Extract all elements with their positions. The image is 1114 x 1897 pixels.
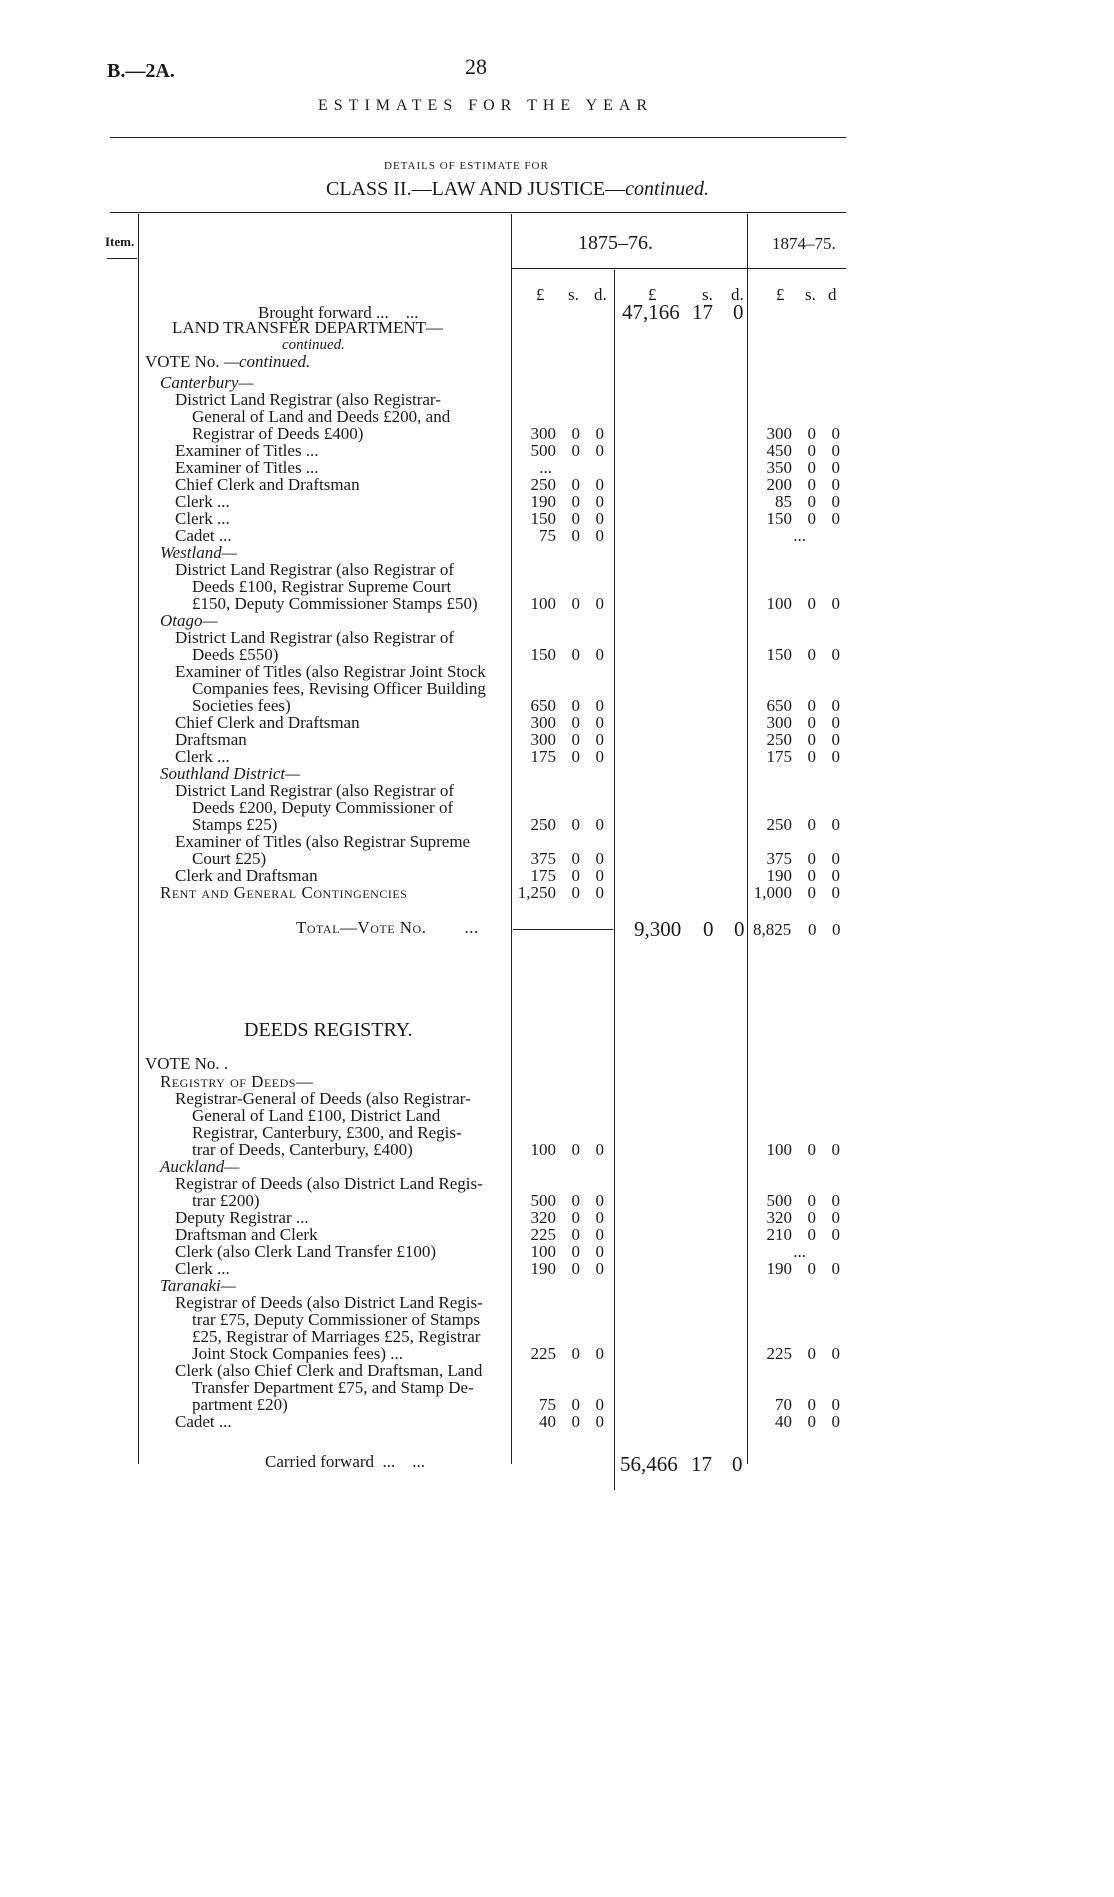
deeds-registry-current-pence: 0 — [595, 1191, 604, 1210]
land-transfer-current-shillings: 0 — [571, 730, 580, 749]
land-transfer-previous-shillings: 0 — [807, 424, 816, 443]
land-transfer-row-label: £150, Deputy Commissioner Stamps £50) — [192, 594, 478, 613]
land-transfer-current-pounds: 150 — [530, 645, 556, 664]
deeds-registry-heading: DEEDS REGISTRY. — [244, 1019, 413, 1041]
land-transfer-previous-pounds: 190 — [766, 866, 792, 885]
deeds-registry-previous-shillings: 0 — [807, 1395, 816, 1414]
land-transfer-current-shillings: 0 — [571, 492, 580, 511]
deeds-registry-previous-pence: 0 — [831, 1191, 840, 1210]
deeds-registry-previous-shillings: 0 — [807, 1191, 816, 1210]
land-transfer-row-label: Chief Clerk and Draftsman — [175, 475, 360, 494]
land-transfer-previous-pounds: 250 — [766, 815, 792, 834]
land-transfer-row-label: Examiner of Titles (also Registrar Supreme — [175, 832, 471, 851]
land-transfer-current-pounds: 300 — [530, 713, 556, 732]
deeds-registry-current-pounds: 100 — [530, 1242, 556, 1261]
land-transfer-current-pounds: 375 — [530, 849, 556, 868]
land-transfer-current-pence: 0 — [595, 526, 604, 545]
deeds-registry-row-label: Registrar, Canterbury, £300, and Regis- — [192, 1123, 462, 1142]
land-transfer-current-shillings: 0 — [571, 424, 580, 443]
class-title-suffix: continued. — [625, 178, 710, 200]
land-transfer-current-shillings: 0 — [571, 475, 580, 494]
land-transfer-previous-pence: 0 — [831, 713, 840, 732]
deeds-registry-previous-pounds: 40 — [775, 1412, 792, 1431]
total-vote-pounds: 9,300 — [634, 917, 682, 941]
land-transfer-previous-shillings: 0 — [807, 866, 816, 885]
land-transfer-previous-pounds: 1,000 — [753, 883, 792, 902]
land-transfer-current-pence: 0 — [595, 594, 604, 613]
deeds-registry-current-pence: 0 — [595, 1395, 604, 1414]
land-transfer-current-shillings: 0 — [571, 866, 580, 885]
land-transfer-previous-pence: 0 — [831, 696, 840, 715]
land-transfer-previous-pence: 0 — [831, 747, 840, 766]
deeds-registry-current-pounds: 190 — [530, 1259, 556, 1278]
land-transfer-current-pence: 0 — [595, 815, 604, 834]
land-transfer-row-label: Companies fees, Revising Officer Building — [192, 679, 486, 698]
land-transfer-current-pence: 0 — [595, 492, 604, 511]
deeds-registry-previous-pence: 0 — [831, 1395, 840, 1414]
deeds-registry-row-label: Clerk ... — [175, 1259, 230, 1278]
deeds-registry-row-label: Registry of Deeds— — [160, 1072, 314, 1091]
total-vote-prev-pence: 0 — [832, 920, 841, 939]
deeds-registry-current-pounds: 40 — [539, 1412, 556, 1431]
land-transfer-previous-pounds: 375 — [766, 849, 792, 868]
land-transfer-previous-pounds: 300 — [766, 713, 792, 732]
item-header-underline — [107, 258, 137, 259]
land-transfer-current-pounds: 300 — [530, 424, 556, 443]
page-number: 28 — [465, 54, 487, 79]
land-transfer-row-label: Registrar of Deeds £400) — [192, 424, 364, 443]
land-transfer-previous-pence: 0 — [831, 458, 840, 477]
land-transfer-current-pounds: 100 — [530, 594, 556, 613]
land-transfer-previous-pounds: 350 — [766, 458, 792, 477]
land-transfer-row-label: Canterbury— — [160, 373, 254, 392]
land-transfer-current-shillings: 0 — [571, 713, 580, 732]
deeds-registry-current-pounds: 320 — [530, 1208, 556, 1227]
land-transfer-row-label: Examiner of Titles ... — [175, 458, 319, 477]
land-transfer-previous-pounds: 650 — [766, 696, 792, 715]
land-transfer-row-label: Cadet ... — [175, 526, 232, 545]
land-transfer-row-label: Clerk ... — [175, 492, 230, 511]
land-transfer-row — [0, 882, 1114, 903]
land-transfer-current-shillings: 0 — [571, 747, 580, 766]
land-transfer-current-pence: 0 — [595, 509, 604, 528]
land-transfer-current-shillings: 0 — [571, 883, 580, 902]
deeds-registry-current-pence: 0 — [595, 1225, 604, 1244]
deeds-registry-row — [0, 1411, 1114, 1432]
deeds-registry-row-label: Clerk (also Chief Clerk and Draftsman, Land — [175, 1361, 483, 1380]
brought-forward-shillings: 17 — [692, 300, 713, 324]
deeds-registry-row-label: trar £75, Deputy Commissioner of Stamps — [192, 1310, 481, 1329]
land-transfer-current-shillings: 0 — [571, 594, 580, 613]
deeds-registry-current-shillings: 0 — [571, 1395, 580, 1414]
deeds-registry-row-label: £25, Registrar of Marriages £25, Registrar — [192, 1327, 481, 1346]
deeds-registry-row-label: Deputy Registrar ... — [175, 1208, 309, 1227]
deeds-registry-previous-pounds: 500 — [766, 1191, 792, 1210]
deeds-registry-previous-pounds: 320 — [766, 1208, 792, 1227]
land-transfer-previous-shillings: 0 — [807, 441, 816, 460]
total-rule-current — [513, 929, 613, 930]
deeds-registry-vote: VOTE No. . — [145, 1054, 229, 1073]
land-transfer-row-label: Deeds £200, Deputy Commissioner of — [192, 798, 454, 817]
deeds-registry-previous-pence: 0 — [831, 1412, 840, 1431]
deeds-registry-row-label: trar £200) — [192, 1191, 260, 1210]
current-pence-header: d. — [594, 285, 607, 304]
land-transfer-current-shillings: 0 — [571, 696, 580, 715]
land-transfer-row-label: General of Land and Deeds £200, and — [192, 407, 451, 426]
land-transfer-current-pence: 0 — [595, 849, 604, 868]
land-transfer-current-pounds: 250 — [530, 815, 556, 834]
land-transfer-previous-pence: 0 — [831, 441, 840, 460]
total-pence-header: d. — [731, 285, 744, 304]
land-transfer-row-label: District Land Registrar (also Registrar of — [175, 781, 455, 800]
current-shilling-header: s. — [568, 285, 579, 304]
deeds-registry-current-shillings: 0 — [571, 1259, 580, 1278]
document-ref: B.—2A. — [107, 60, 175, 82]
land-transfer-previous-shillings: 0 — [807, 713, 816, 732]
land-transfer-previous-pence: 0 — [831, 475, 840, 494]
deeds-registry-row-label: Registrar of Deeds (also District Land Regis- — [175, 1174, 483, 1193]
deeds-registry-current-shillings: 0 — [571, 1242, 580, 1261]
deeds-registry-current-pence: 0 — [595, 1140, 604, 1159]
deeds-registry-current-pence: 0 — [595, 1259, 604, 1278]
land-transfer-previous-pounds: 450 — [766, 441, 792, 460]
deeds-registry-row-label: Draftsman and Clerk — [175, 1225, 318, 1244]
deeds-registry-row-label: Auckland— — [160, 1157, 240, 1176]
deeds-registry-current-shillings: 0 — [571, 1191, 580, 1210]
land-transfer-previous-pence: 0 — [831, 645, 840, 664]
land-transfer-current-pence: 0 — [595, 441, 604, 460]
land-transfer-previous-shillings: 0 — [807, 594, 816, 613]
land-transfer-previous-pounds: 150 — [766, 645, 792, 664]
current-pound-header: £ — [536, 285, 545, 304]
deeds-registry-current-shillings: 0 — [571, 1225, 580, 1244]
brought-forward-pence: 0 — [733, 300, 744, 324]
deeds-registry-previous-pence: 0 — [831, 1259, 840, 1278]
deeds-registry-current-pounds: 100 — [530, 1140, 556, 1159]
land-transfer-row-label: Examiner of Titles (also Registrar Joint Stock — [175, 662, 486, 681]
total-shilling-header: s. — [702, 285, 713, 304]
deeds-registry-previous-pounds: 70 — [775, 1395, 792, 1414]
land-transfer-current-shillings: 0 — [571, 509, 580, 528]
land-transfer-heading: LAND TRANSFER DEPARTMENT— — [172, 318, 444, 337]
deeds-registry-row-label: Taranaki— — [160, 1276, 236, 1295]
deeds-registry-current-pounds: 225 — [530, 1225, 556, 1244]
land-transfer-current-pence: 0 — [595, 866, 604, 885]
year-header-rule — [512, 268, 846, 269]
deeds-registry-previous-shillings: 0 — [807, 1412, 816, 1431]
land-transfer-current-pounds: 175 — [530, 866, 556, 885]
total-pound-header: £ — [648, 285, 657, 304]
land-transfer-previous-shillings: 0 — [807, 883, 816, 902]
deeds-registry-current-pence: 0 — [595, 1344, 604, 1363]
land-transfer-row-label: Societies fees) — [192, 696, 291, 715]
land-transfer-row-label: Clerk ... — [175, 747, 230, 766]
land-transfer-previous-pence: 0 — [831, 594, 840, 613]
land-transfer-row-label: Otago— — [160, 611, 218, 630]
land-transfer-row-label: Southland District— — [160, 764, 301, 783]
deeds-registry-row-label: Clerk (also Clerk Land Transfer £100) — [175, 1242, 437, 1261]
deeds-registry-previous-shillings: 0 — [807, 1225, 816, 1244]
year-previous-header: 1874–75. — [772, 234, 836, 253]
deeds-registry-current-pence: 0 — [595, 1242, 604, 1261]
deeds-registry-previous-pence: 0 — [831, 1225, 840, 1244]
land-transfer-current-pounds: 250 — [530, 475, 556, 494]
land-transfer-row-label: Court £25) — [192, 849, 267, 868]
land-transfer-previous-shillings: 0 — [807, 475, 816, 494]
year-current-header: 1875–76. — [578, 232, 653, 254]
deeds-registry-current-pounds: 75 — [539, 1395, 556, 1414]
land-transfer-previous-pence: 0 — [831, 492, 840, 511]
land-transfer-row-label: Rent and General Contingencies — [160, 883, 408, 902]
land-transfer-previous-pence: 0 — [831, 424, 840, 443]
land-transfer-previous-shillings: 0 — [807, 492, 816, 511]
land-transfer-row-label: Chief Clerk and Draftsman — [175, 713, 360, 732]
deeds-registry-row-label: Registrar-General of Deeds (also Registrar- — [175, 1089, 471, 1108]
land-transfer-current-pence: 0 — [595, 696, 604, 715]
deeds-registry-current-shillings: 0 — [571, 1140, 580, 1159]
deeds-registry-previous-shillings: 0 — [807, 1208, 816, 1227]
deeds-registry-current-pounds: 225 — [530, 1344, 556, 1363]
land-transfer-current-pounds: 190 — [530, 492, 556, 511]
land-transfer-row-label: Clerk ... — [175, 509, 230, 528]
land-transfer-previous-pounds: 200 — [766, 475, 792, 494]
land-transfer-previous-pounds: 250 — [766, 730, 792, 749]
land-transfer-current-pounds: 1,250 — [517, 883, 556, 902]
deeds-registry-previous-pounds: 190 — [766, 1259, 792, 1278]
land-transfer-heading-cont: continued. — [282, 337, 345, 353]
carried-forward-pounds: 56,466 — [620, 1452, 678, 1476]
land-transfer-current-pounds: 175 — [530, 747, 556, 766]
land-transfer-current-pounds: 650 — [530, 696, 556, 715]
carried-forward-pence: 0 — [732, 1452, 743, 1476]
land-transfer-previous-shillings: 0 — [807, 696, 816, 715]
land-transfer-row-label: Westland— — [160, 543, 237, 562]
land-transfer-current-pounds: 150 — [530, 509, 556, 528]
land-transfer-row-label: Deeds £100, Registrar Supreme Court — [192, 577, 452, 596]
land-transfer-current-shillings: 0 — [571, 526, 580, 545]
deeds-registry-previous-pounds: 100 — [766, 1140, 792, 1159]
previous-pence-header: d — [828, 285, 837, 304]
deeds-registry-previous-shillings: 0 — [807, 1344, 816, 1363]
deeds-registry-current-shillings: 0 — [571, 1412, 580, 1431]
deeds-registry-current-pounds: 500 — [530, 1191, 556, 1210]
land-transfer-previous-pounds: 175 — [766, 747, 792, 766]
land-transfer-previous-shillings: 0 — [807, 815, 816, 834]
deeds-registry-previous-pence: 0 — [831, 1208, 840, 1227]
class-title-text: CLASS II.—LAW AND JUSTICE— — [326, 178, 626, 200]
land-transfer-previous-pence: 0 — [831, 509, 840, 528]
land-transfer-current-pence: 0 — [595, 645, 604, 664]
header-rule — [110, 137, 846, 138]
total-vote-prev-shillings: 0 — [808, 920, 817, 939]
land-transfer-current-pounds: 500 — [530, 441, 556, 460]
land-transfer-current-pence: 0 — [595, 730, 604, 749]
land-transfer-current-shillings: 0 — [571, 849, 580, 868]
land-transfer-current-pence: 0 — [595, 713, 604, 732]
land-transfer-current-pence: 0 — [595, 883, 604, 902]
deeds-registry-row-label: trar of Deeds, Canterbury, £400) — [192, 1140, 413, 1159]
total-vote-label: Total—Vote No. ... — [296, 918, 479, 937]
land-transfer-previous-pounds: 150 — [766, 509, 792, 528]
running-title: ESTIMATES FOR THE YEAR — [318, 97, 654, 114]
previous-shilling-header: s. — [805, 285, 816, 304]
land-transfer-current-pounds: 75 — [539, 526, 556, 545]
title-rule — [110, 212, 846, 213]
land-transfer-previous-pence: 0 — [831, 866, 840, 885]
land-transfer-current-shillings: 0 — [571, 815, 580, 834]
brought-forward-label: Brought forward ... ... — [258, 303, 419, 322]
land-transfer-current-ellipsis: ... — [539, 458, 552, 477]
land-transfer-previous-pounds: 300 — [766, 424, 792, 443]
deeds-registry-row-label: Joint Stock Companies fees) ... — [192, 1344, 404, 1363]
land-transfer-previous-pence: 0 — [831, 815, 840, 834]
land-transfer-previous-shillings: 0 — [807, 730, 816, 749]
deeds-registry-current-shillings: 0 — [571, 1208, 580, 1227]
deeds-registry-current-pence: 0 — [595, 1208, 604, 1227]
land-transfer-previous-pounds: 85 — [775, 492, 792, 511]
deeds-registry-current-shillings: 0 — [571, 1344, 580, 1363]
land-transfer-row-label: Stamps £25) — [192, 815, 278, 834]
land-transfer-current-pence: 0 — [595, 424, 604, 443]
land-transfer-previous-shillings: 0 — [807, 747, 816, 766]
deeds-registry-previous-pence: 0 — [831, 1140, 840, 1159]
deeds-registry-current-pence: 0 — [595, 1412, 604, 1431]
deeds-registry-previous-pounds: 210 — [766, 1225, 792, 1244]
deeds-registry-row-label: Transfer Department £75, and Stamp De- — [192, 1378, 474, 1397]
total-vote-prev-pounds: 8,825 — [753, 920, 792, 939]
deeds-registry-row-label: Registrar of Deeds (also District Land Regis- — [175, 1293, 483, 1312]
land-transfer-row-label: District Land Registrar (also Registrar of — [175, 560, 455, 579]
previous-pound-header: £ — [776, 285, 785, 304]
carried-forward-shillings: 17 — [691, 1452, 712, 1476]
land-transfer-previous-pounds: 100 — [766, 594, 792, 613]
land-transfer-previous-shillings: 0 — [807, 458, 816, 477]
deeds-registry-row-label: partment £20) — [192, 1395, 288, 1414]
total-vote-pence: 0 — [734, 917, 745, 941]
land-transfer-previous-shillings: 0 — [807, 645, 816, 664]
land-transfer-previous-ellipsis: ... — [793, 526, 806, 545]
class-title — [326, 178, 709, 201]
land-transfer-current-pence: 0 — [595, 475, 604, 494]
land-transfer-row-label: Draftsman — [175, 730, 247, 749]
land-transfer-current-shillings: 0 — [571, 441, 580, 460]
land-transfer-previous-shillings: 0 — [807, 849, 816, 868]
deeds-registry-previous-pence: 0 — [831, 1344, 840, 1363]
land-transfer-previous-pence: 0 — [831, 883, 840, 902]
land-transfer-current-pounds: 300 — [530, 730, 556, 749]
deeds-registry-previous-ellipsis: ... — [793, 1242, 806, 1261]
land-transfer-current-pence: 0 — [595, 747, 604, 766]
total-vote-shillings: 0 — [703, 917, 714, 941]
land-transfer-previous-shillings: 0 — [807, 509, 816, 528]
land-transfer-row-label: Deeds £550) — [192, 645, 279, 664]
deeds-registry-row-label: Cadet ... — [175, 1412, 232, 1431]
details-caption: DETAILS OF ESTIMATE FOR — [384, 160, 549, 172]
land-transfer-current-shillings: 0 — [571, 645, 580, 664]
deeds-registry-previous-pounds: 225 — [766, 1344, 792, 1363]
land-transfer-row-label: Clerk and Draftsman — [175, 866, 318, 885]
land-transfer-previous-pence: 0 — [831, 730, 840, 749]
land-transfer-vote: VOTE No. —continued. — [145, 352, 311, 371]
brought-forward-pounds: 47,166 — [622, 300, 680, 324]
carried-forward-label: Carried forward ... ... — [265, 1452, 426, 1471]
land-transfer-row-label: District Land Registrar (also Registrar- — [175, 390, 441, 409]
deeds-registry-previous-shillings: 0 — [807, 1259, 816, 1278]
land-transfer-row-label: District Land Registrar (also Registrar of — [175, 628, 455, 647]
deeds-registry-row-label: General of Land £100, District Land — [192, 1106, 441, 1125]
deeds-registry-previous-shillings: 0 — [807, 1140, 816, 1159]
land-transfer-row-label: Examiner of Titles ... — [175, 441, 319, 460]
item-column-header: Item. — [105, 234, 135, 249]
land-transfer-previous-pence: 0 — [831, 849, 840, 868]
